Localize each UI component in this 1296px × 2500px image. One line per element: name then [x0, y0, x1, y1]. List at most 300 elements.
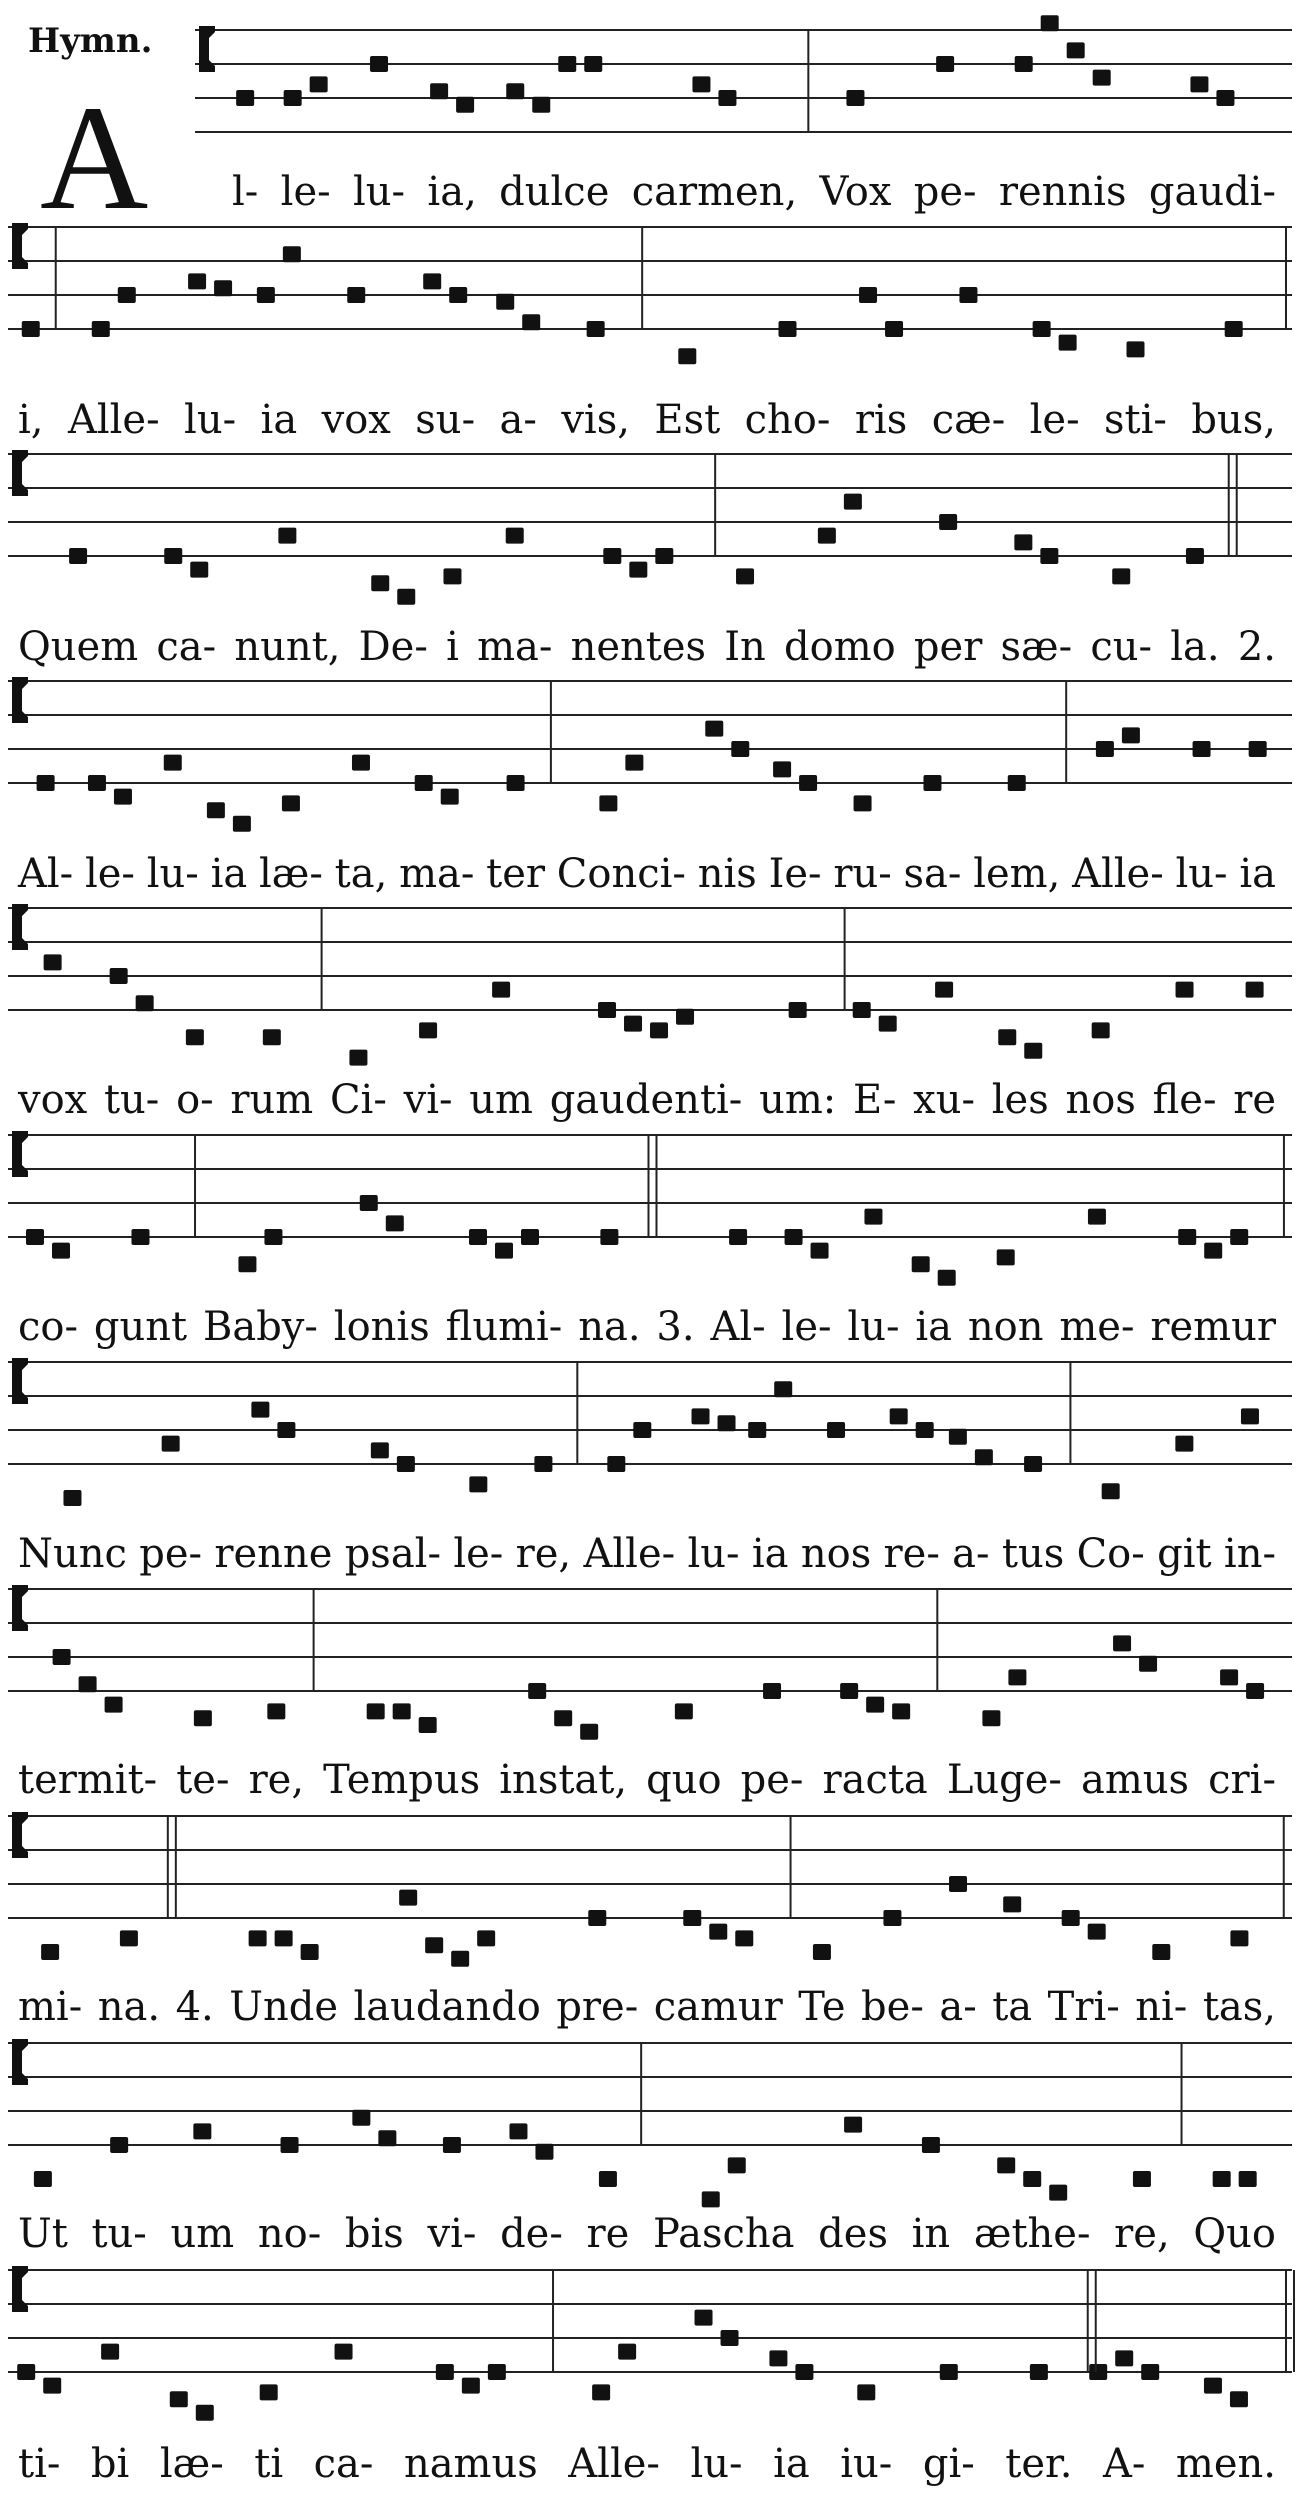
syllable: Vox: [819, 169, 892, 215]
neume-note: [1239, 2171, 1257, 2187]
neume-note: [496, 294, 514, 310]
neume-note: [63, 1490, 81, 1506]
syllable: gunt: [93, 1304, 188, 1350]
neume-note: [731, 741, 749, 757]
neume-note: [864, 1209, 882, 1225]
syllable: git: [1157, 1531, 1212, 1577]
syllable: lu-: [352, 169, 406, 215]
syllable: re-: [883, 1531, 940, 1577]
syllable: in: [911, 2211, 951, 2257]
neume-note: [655, 548, 673, 564]
neume-note: [69, 548, 87, 564]
neume-note: [678, 348, 696, 364]
neume-note: [1115, 2350, 1133, 2366]
neume-note: [367, 1703, 385, 1719]
neume-note: [1122, 727, 1140, 743]
syllable: amus: [1081, 1757, 1190, 1803]
syllable: o-: [176, 1077, 214, 1123]
neume-note: [509, 2123, 527, 2139]
neume-note: [399, 1890, 417, 1906]
neume-note: [283, 246, 301, 262]
syllable: bus,: [1191, 397, 1276, 443]
c-clef-icon: [12, 1812, 28, 1858]
syllable: Tempus: [323, 1757, 481, 1803]
neume-note: [885, 321, 903, 337]
hymn-label: Hymn.: [28, 21, 153, 61]
neume-note: [532, 97, 550, 113]
neume-note: [705, 721, 723, 737]
syllable: vox: [18, 1077, 88, 1123]
neume-note: [975, 1449, 993, 1465]
staff-system: [8, 1585, 1292, 1803]
syllable: bis: [344, 2211, 404, 2257]
syllable: i: [446, 624, 459, 670]
neume-note: [370, 56, 388, 72]
neume-note: [436, 2364, 454, 2380]
syllable: carmen,: [631, 169, 798, 215]
syllable: re: [1233, 1077, 1276, 1123]
neume-note: [136, 995, 154, 1011]
neume-note: [1204, 2378, 1222, 2394]
neume-note: [1096, 741, 1114, 757]
neume-note: [260, 2384, 278, 2400]
syllable: pe-: [139, 1531, 203, 1577]
neume-note: [1225, 321, 1243, 337]
neume-note: [675, 1703, 693, 1719]
neume-note: [347, 287, 365, 303]
syllable: quo: [646, 1757, 722, 1803]
syllable: lu-: [184, 397, 237, 443]
neume-note: [1112, 568, 1130, 584]
lyrics-line: [18, 1984, 1276, 2030]
neume-note: [193, 2123, 211, 2139]
neume-note: [1041, 15, 1059, 31]
neume-note: [982, 1710, 1000, 1726]
lyrics-line: [18, 2441, 1276, 2487]
c-clef-icon: [12, 2266, 28, 2312]
neume-note: [131, 1229, 149, 1245]
neume-note: [763, 1683, 781, 1699]
c-clef-icon: [199, 26, 215, 72]
neume-note: [469, 1476, 487, 1492]
neume-note: [599, 2171, 617, 2187]
neume-note: [629, 562, 647, 578]
syllable: Ci-: [329, 1077, 387, 1123]
neume-note: [88, 775, 106, 791]
staff-system: [8, 1358, 1292, 1577]
neume-note: [522, 314, 540, 330]
syllable: su-: [415, 397, 476, 443]
neume-note: [580, 1724, 598, 1740]
syllable: na.: [578, 1304, 641, 1350]
neume-note: [1241, 1408, 1259, 1424]
syllable: tas,: [1202, 1984, 1276, 2030]
neume-note: [859, 287, 877, 303]
syllable: Tri-: [1047, 1984, 1120, 2030]
neume-note: [488, 2364, 506, 2380]
syllable: 2.: [1237, 624, 1276, 670]
syllable: ti-: [18, 2441, 61, 2487]
neume-note: [916, 1422, 934, 1438]
syllable: nos: [1065, 1077, 1136, 1123]
syllable: rennis: [998, 169, 1127, 215]
c-clef-icon: [12, 1131, 28, 1177]
neume-note: [1033, 321, 1051, 337]
neume-note: [923, 775, 941, 791]
neume-note: [17, 2364, 35, 2380]
neume-note: [1220, 1669, 1238, 1685]
syllable: E-: [852, 1077, 897, 1123]
neume-note: [1141, 2364, 1159, 2380]
neume-note: [998, 1029, 1016, 1045]
neume-note: [1067, 42, 1085, 58]
syllable: me-: [1059, 1304, 1135, 1350]
neume-note: [443, 568, 461, 584]
neume-note: [423, 273, 441, 289]
syllable: les: [991, 1077, 1049, 1123]
neume-note: [430, 83, 448, 99]
neume-note: [1152, 1944, 1170, 1960]
neume-note: [599, 795, 617, 811]
neume-note: [101, 2344, 119, 2360]
syllable: ta,: [334, 851, 388, 897]
neume-note: [695, 2310, 713, 2326]
neume-note: [618, 2344, 636, 2360]
neume-note: [449, 287, 467, 303]
syllable: Al-: [710, 1304, 766, 1350]
syllable: ter: [486, 851, 546, 897]
neume-note: [257, 287, 275, 303]
syllable: ca-: [156, 624, 217, 670]
neume-note: [1213, 2171, 1231, 2187]
neume-note: [492, 982, 510, 998]
neume-note: [441, 789, 459, 805]
syllable: pe-: [913, 169, 977, 215]
syllable: lem,: [973, 851, 1061, 897]
neume-note: [587, 321, 605, 337]
syllable: ca-: [313, 2441, 374, 2487]
syllable: ia,: [427, 169, 477, 215]
neume-note: [251, 1402, 269, 1418]
staff-system: [8, 904, 1292, 1123]
syllable: Luge-: [946, 1757, 1062, 1803]
neume-note: [650, 1022, 668, 1038]
neume-note: [214, 280, 232, 296]
syllable: cæ-: [931, 397, 1006, 443]
neume-note: [1093, 70, 1111, 86]
neume-note: [1088, 1209, 1106, 1225]
syllable: des: [818, 2211, 888, 2257]
syllable: bi: [90, 2441, 130, 2487]
syllable: Quo: [1193, 2211, 1276, 2257]
staff-system: [8, 1131, 1292, 1350]
syllable: læ-: [159, 2441, 224, 2487]
neume-note: [846, 90, 864, 106]
neume-note: [188, 273, 206, 289]
neume-note: [1040, 548, 1058, 564]
syllable: nentes: [570, 624, 707, 670]
lyrics-line: [18, 1304, 1277, 1350]
neume-note: [718, 1415, 736, 1431]
neume-note: [1023, 2171, 1041, 2187]
neume-note: [940, 2364, 958, 2380]
neume-note: [170, 2391, 188, 2407]
syllable: remur: [1150, 1304, 1276, 1350]
neume-note: [506, 83, 524, 99]
staff-system: [8, 450, 1292, 670]
neume-note: [748, 1422, 766, 1438]
syllable: tu-: [103, 1077, 160, 1123]
lyrics-line: [18, 1757, 1276, 1803]
neume-note: [164, 755, 182, 771]
neume-note: [275, 1930, 293, 1946]
neume-note: [462, 2378, 480, 2394]
staff-system: [8, 2266, 1294, 2487]
neume-note: [1246, 1683, 1264, 1699]
syllable: um:: [759, 1077, 837, 1123]
syllable: ia: [1239, 851, 1276, 897]
syllable: ia: [210, 851, 248, 897]
syllable: ru-: [833, 851, 892, 897]
syllable: mi-: [18, 1984, 83, 2030]
neume-note: [1230, 1229, 1248, 1245]
neume-note: [584, 56, 602, 72]
neume-note: [1216, 90, 1234, 106]
syllable: lu-: [687, 1531, 740, 1577]
syllable: lu-: [1175, 851, 1228, 897]
syllable: a-: [952, 1531, 990, 1577]
neume-note: [1049, 2185, 1067, 2201]
syllable: sti-: [1104, 397, 1167, 443]
syllable: pre-: [556, 1984, 639, 2030]
neume-note: [371, 575, 389, 591]
neume-note: [938, 1270, 956, 1286]
neume-note: [1062, 1910, 1080, 1926]
neume-note: [284, 90, 302, 106]
syllable: Te: [798, 1984, 846, 2030]
neume-note: [310, 76, 328, 92]
neume-note: [397, 589, 415, 605]
neume-note: [386, 1215, 404, 1231]
neume-note: [676, 1009, 694, 1025]
syllable: racta: [822, 1757, 928, 1803]
neume-note: [521, 1229, 539, 1245]
syllable: ia: [773, 2441, 810, 2487]
neume-note: [1014, 534, 1032, 550]
syllable: xu-: [913, 1077, 976, 1123]
neume-note: [277, 1422, 295, 1438]
neume-note: [773, 761, 791, 777]
syllable: re,: [1114, 2211, 1170, 2257]
neume-note: [813, 1944, 831, 1960]
neume-note: [795, 2364, 813, 2380]
syllable: le-: [280, 169, 331, 215]
neume-note: [1246, 982, 1264, 998]
c-clef-icon: [12, 1585, 28, 1631]
c-clef-icon: [12, 677, 28, 723]
neume-note: [110, 968, 128, 984]
neume-note: [301, 1944, 319, 1960]
syllable: Al-: [18, 851, 74, 897]
syllable: vi-: [427, 2211, 477, 2257]
syllable: lu-: [690, 2441, 743, 2487]
neume-note: [1249, 741, 1267, 757]
syllable: æthe-: [973, 2211, 1091, 2257]
syllable: re,: [248, 1757, 305, 1803]
neume-note: [1030, 2364, 1048, 2380]
neume-note: [456, 97, 474, 113]
syllable: dulce: [499, 169, 610, 215]
syllable: rum: [230, 1077, 314, 1123]
syllable: ris: [854, 397, 908, 443]
syllable: nis: [697, 851, 757, 897]
neume-note: [507, 775, 525, 791]
neume-note: [52, 1243, 70, 1259]
neume-note: [1059, 335, 1077, 351]
neume-note: [692, 1408, 710, 1424]
syllable: ia: [260, 397, 298, 443]
neume-note: [26, 1229, 44, 1245]
neume-note: [718, 90, 736, 106]
neume-note: [588, 1910, 606, 1926]
syllable: ni-: [1135, 1984, 1188, 2030]
neume-note: [506, 528, 524, 544]
neume-note: [1024, 1043, 1042, 1059]
c-clef-icon: [12, 904, 28, 950]
neume-note: [827, 1422, 845, 1438]
syllable: Est: [654, 397, 721, 443]
neume-note: [186, 1029, 204, 1045]
neume-note: [844, 494, 862, 510]
neume-note: [554, 1710, 572, 1726]
neume-note: [600, 1229, 618, 1245]
neume-note: [1008, 1669, 1026, 1685]
c-clef-icon: [12, 1358, 28, 1404]
neume-note: [789, 1002, 807, 1018]
syllable: Alle-: [67, 397, 160, 443]
neume-note: [879, 1016, 897, 1032]
neume-note: [912, 1256, 930, 1272]
syllable: lu-: [146, 851, 199, 897]
lyrics-line: [17, 1077, 1276, 1123]
neume-note: [371, 1442, 389, 1458]
syllable: renne: [214, 1531, 333, 1577]
syllable: Nunc: [18, 1531, 127, 1577]
neume-note: [419, 1717, 437, 1733]
lyrics-line: [18, 2211, 1276, 2257]
syllable: domo: [784, 624, 896, 670]
neume-note: [922, 2137, 940, 2153]
syllable: men.: [1175, 2441, 1276, 2487]
syllable: Alle-: [568, 2441, 660, 2487]
syllable: cu-: [1090, 624, 1153, 670]
neume-note: [598, 1002, 616, 1018]
neume-note: [114, 789, 132, 805]
neume-note: [1089, 2364, 1107, 2380]
neume-note: [1088, 1924, 1106, 1940]
syllable: a-: [939, 1984, 977, 2030]
neume-note: [558, 56, 576, 72]
neume-note: [721, 2330, 739, 2346]
neume-note: [728, 2157, 746, 2173]
neume-note: [603, 548, 621, 564]
neume-note: [352, 755, 370, 771]
syllable: gaudi-: [1148, 169, 1276, 215]
syllable: per: [913, 624, 983, 670]
lyrics-line: [18, 1531, 1276, 1577]
syllable: læ-: [258, 851, 323, 897]
staff-system: [8, 2039, 1292, 2257]
syllable: psal-: [344, 1531, 442, 1577]
lyrics-line: [18, 397, 1276, 443]
syllable: na.: [97, 1984, 161, 2030]
neume-note: [41, 1944, 59, 1960]
syllable: ia: [751, 1531, 789, 1577]
neume-note: [79, 1676, 97, 1692]
neume-note: [1139, 1656, 1157, 1672]
neume-note: [779, 321, 797, 337]
syllable: flumi-: [445, 1304, 563, 1350]
neume-note: [415, 775, 433, 791]
neume-note: [535, 2144, 553, 2160]
neume-note: [194, 1710, 212, 1726]
neume-note: [1015, 56, 1033, 72]
neume-note: [857, 2384, 875, 2400]
neume-note: [736, 568, 754, 584]
syllable: pe-: [740, 1757, 804, 1803]
syllable: Pascha: [652, 2211, 795, 2257]
neume-note: [22, 321, 40, 337]
syllable: A-: [1102, 2441, 1146, 2487]
syllable: no-: [257, 2211, 322, 2257]
neume-note: [624, 1016, 642, 1032]
neume-note: [393, 1703, 411, 1719]
syllable: gi-: [922, 2441, 975, 2487]
syllable: De-: [358, 624, 428, 670]
syllable: ta: [992, 1984, 1033, 2030]
neume-note: [607, 1456, 625, 1472]
syllable: Co-: [1076, 1531, 1145, 1577]
staff-system: [8, 223, 1292, 443]
syllable: non: [967, 1304, 1044, 1350]
neume-note: [162, 1436, 180, 1452]
neume-note: [263, 1029, 281, 1045]
neume-note: [1133, 2171, 1151, 2187]
neume-note: [702, 2191, 720, 2207]
neume-note: [37, 775, 55, 791]
syllable: ter.: [1005, 2441, 1073, 2487]
neume-note: [811, 1243, 829, 1259]
neume-note: [883, 1910, 901, 1926]
neume-note: [625, 755, 643, 771]
syllable: vis,: [561, 397, 630, 443]
syllable: in-: [1223, 1531, 1276, 1577]
syllable: vi-: [403, 1077, 453, 1123]
c-clef-icon: [12, 450, 28, 496]
neume-note: [110, 2137, 128, 2153]
syllable: l-: [232, 169, 259, 215]
lyrics-line: [17, 851, 1276, 897]
neume-note: [1193, 741, 1211, 757]
syllable: In: [724, 624, 766, 670]
neume-note: [729, 1229, 747, 1245]
neume-note: [683, 1910, 701, 1926]
syllable: nos: [800, 1531, 872, 1577]
neume-note: [1008, 775, 1026, 791]
neume-note: [1190, 76, 1208, 92]
neume-note: [799, 775, 817, 791]
neume-note: [592, 2384, 610, 2400]
